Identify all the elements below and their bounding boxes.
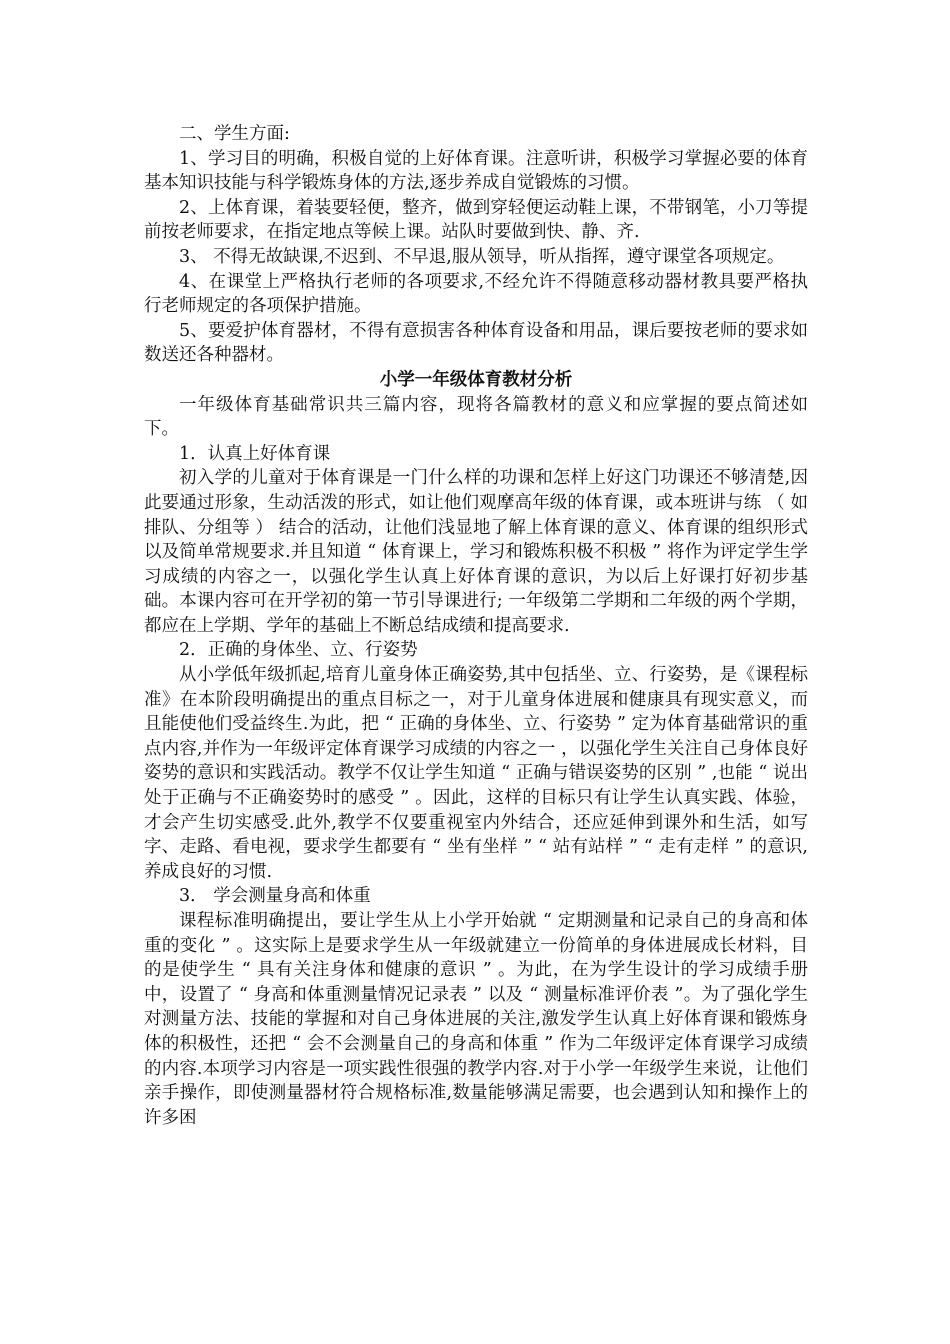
subheading-2: 2．正确的身体坐、立、行姿势 [179, 640, 418, 661]
subheading-3: 3． 学会测量身高和体重 [179, 886, 371, 907]
paragraph-section-2: 从小学低年级抓起,培育儿童身体正确姿势,其中包括坐、立、行姿势，是《课程标准》在本阶段明确提出的重点目标之一，对于儿童身体进展和健康具有现实意义，而且能使他们受益终生.为此，把 “ 正确的身体坐、立、行姿势 ” 定为体育基础常识的重点内容,并作为一年级评定体育课学习成绩的内容之一 ，以强化学生关注自己身体良好姿势的意识和实践活动。教学不仅让学生知道 “ 正确与错误姿势的区别 ” ,也能 “ 说出处于正确与不正确姿势时的感受 ” 。因此，这样的目标只有让学生认真实践、体验，才会产生切实感受.此外,教学不仅要重视室内外结合，还应延伸到课外和生活，如写字、走路、看电视，要求学生都要有 “ 坐有坐样 ” “ 站有站样 ” “ 走有走样 ” 的意识,养成良好的习惯. [144, 665, 808, 882]
paragraph-rule-1: 1、学习目的明确，积极自觉的上好体育课。注意听讲，积极学习掌握必要的体育基本知识技能与科学锻炼身体的方法,逐步养成自觉锻炼的习惯。 [144, 148, 808, 194]
paragraph-section-3: 课程标准明确提出，要让学生从上小学开始就 “ 定期测量和记录自己的身高和体重的变化 ” 。这实际上是要求学生从一年级就建立一份简单的身体进展成长材料，目的是使学生 “ 具有关注身体和健康的意识 ” 。为此，在为学生设计的学习成绩手册中，设置了 “ 身高和体重测量情况记录表 ” 以及 “ 测量标准评价表 ”。为了强化学生对测量方法、技能的掌握和对自己身体进展的关注,激发学生认真上好体育课和锻炼身体的积极性，还把 “ 会不会测量自己的身高和体重 ” 作为二年级评定体育课学习成绩的内容.本项学习内容是一项实践性很强的教学内容.对于小学一年级学生来说，让他们亲手操作，即使测量器材符合规格标准,数量能够满足需要，也会遇到认知和操作上的许多困 [144, 911, 808, 1128]
paragraph-rule-3: 3、 不得无故缺课,不迟到、不早退,服从领导，听从指挥，遵守课堂各项规定。 [179, 246, 785, 267]
paragraph-section-1: 初入学的儿童对于体育课是一门什么样的功课和怎样上好这门功课还不够清楚,因此要通过形象，生动活泼的形式，如让他们观摩高年级的体育课，或本班讲与练 （ 如排队、分组等 ） 结合的活动，让他们浅显地了解上体育课的意义、体育课的组织形式以及简单常规要求.并且知道 “ 体育课上，学习和锻炼积极不积极 ” 将作为评定学生学习成绩的内容之一，以强化学生认真上好体育课的意识，为以后上好课打好初步基础。本课内容可在开学初的第一节引导课进行; 一年级第二学期和二年级的两个学期，都应在上学期、学年的基础上不断总结成绩和提高要求. [144, 468, 808, 636]
document-title: 小学一年级体育教材分析 [379, 369, 573, 390]
paragraph-rule-2: 2、上体育课，着装要轻便，整齐，做到穿轻便运动鞋上课，不带钢笔，小刀等提前按老师要求，在指定地点等候上课。站队时要做到快、静、齐. [144, 197, 808, 243]
paragraph-intro: 一年级体育基础常识共三篇内容，现将各篇教材的意义和应掌握的要点简述如下。 [144, 394, 808, 440]
section-heading-students: 二、学生方面: [179, 124, 290, 144]
subheading-1: 1．认真上好体育课 [179, 443, 331, 464]
paragraph-rule-5: 5、要爱护体育器材，不得有意损害各种体育设备和用品，课后要按老师的要求如数送还各种器材。 [144, 320, 808, 366]
paragraph-rule-4: 4、在课堂上严格执行老师的各项要求,不经允许不得随意移动器材教具要严格执行老师规定的各项保护措施。 [144, 271, 808, 317]
document-text [144, 122, 808, 1130]
